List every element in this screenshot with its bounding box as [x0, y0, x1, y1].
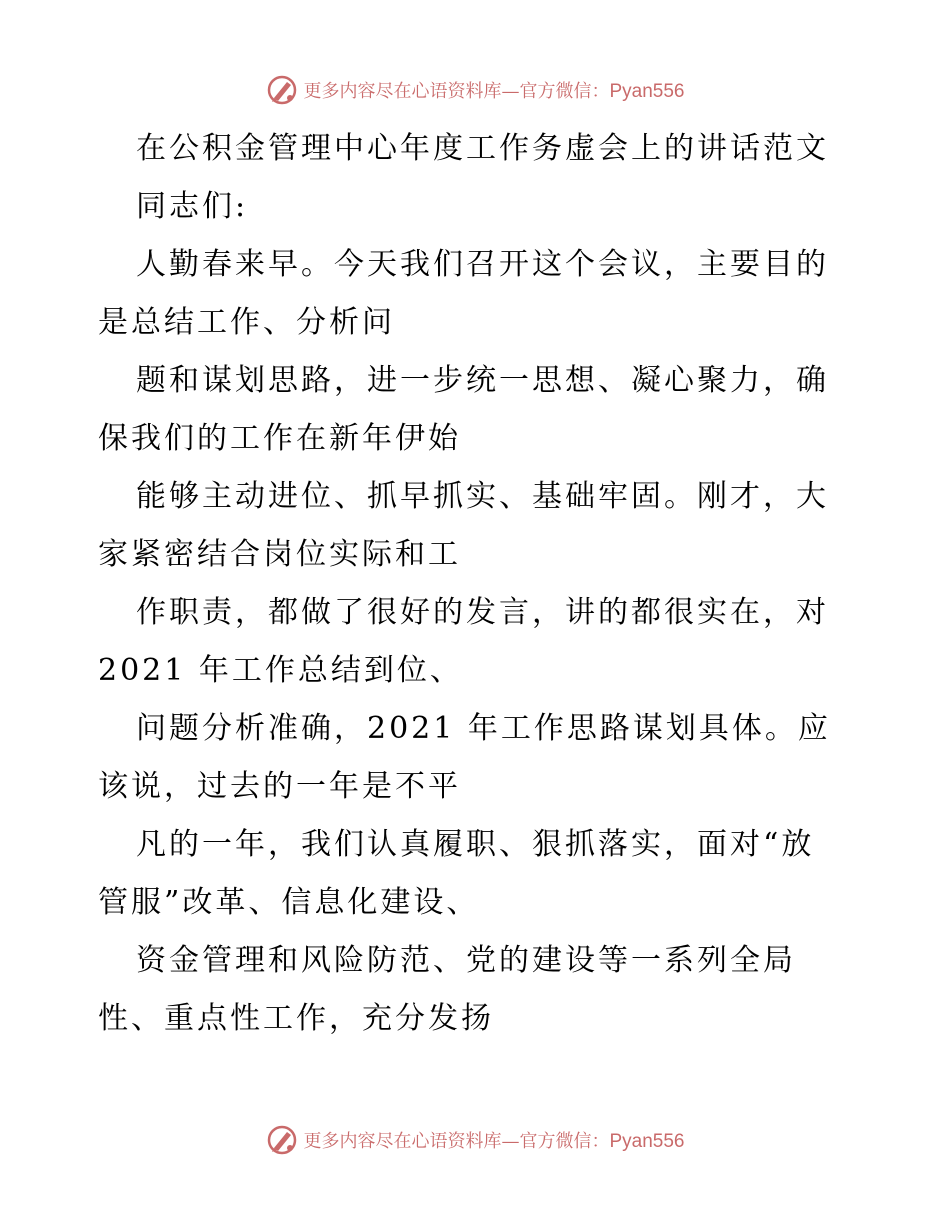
body-line: 能够主动进位、抓早抓实、基础牢固。刚才，大 — [136, 479, 829, 514]
footer-banner-label: 更多内容尽在心语资料库—官方微信： — [303, 1131, 610, 1152]
footer-banner — [0, 1120, 950, 1160]
body-line: 保我们的工作在新年伊始 — [98, 421, 461, 456]
body-line: 问题分析准确，2021 年工作思路谋划具体。应 — [136, 711, 831, 746]
document-body — [98, 120, 858, 1048]
body-line: 题和谋划思路，进一步统一思想、凝心聚力，确 — [136, 363, 829, 398]
body-line: 性、重点性工作，充分发扬 — [98, 1001, 494, 1036]
body-line: 该说，过去的一年是不平 — [98, 769, 461, 804]
body-line: 管服”改革、信息化建设、 — [98, 885, 480, 920]
body-line: 资金管理和风险防范、党的建设等一系列全局 — [136, 943, 796, 978]
body-line: 作职责，都做了很好的发言，讲的都很实在，对 — [136, 595, 829, 630]
body-line: 2021 年工作总结到位、 — [98, 653, 463, 688]
body-line: 家紧密结合岗位实际和工 — [98, 537, 461, 572]
header-banner-text — [303, 77, 684, 103]
footer-banner-handle: Pyan556 — [609, 1131, 685, 1152]
header-banner — [0, 70, 950, 110]
document-title: 在公积金管理中心年度工作务虚会上的讲话范文 — [136, 131, 829, 166]
body-line: 是总结工作、分析问 — [98, 305, 395, 340]
body-line: 凡的一年，我们认真履职、狠抓落实，面对“放 — [136, 827, 815, 862]
footer-banner-text — [303, 1127, 684, 1153]
header-banner-label: 更多内容尽在心语资料库—官方微信： — [303, 81, 610, 102]
body-line: 人勤春来早。今天我们召开这个会议，主要目的 — [136, 247, 829, 282]
pen-circle-logo-icon — [265, 73, 299, 107]
pen-circle-logo-icon — [265, 1123, 299, 1157]
salutation: 同志们: — [136, 189, 249, 224]
header-banner-handle: Pyan556 — [609, 81, 685, 102]
